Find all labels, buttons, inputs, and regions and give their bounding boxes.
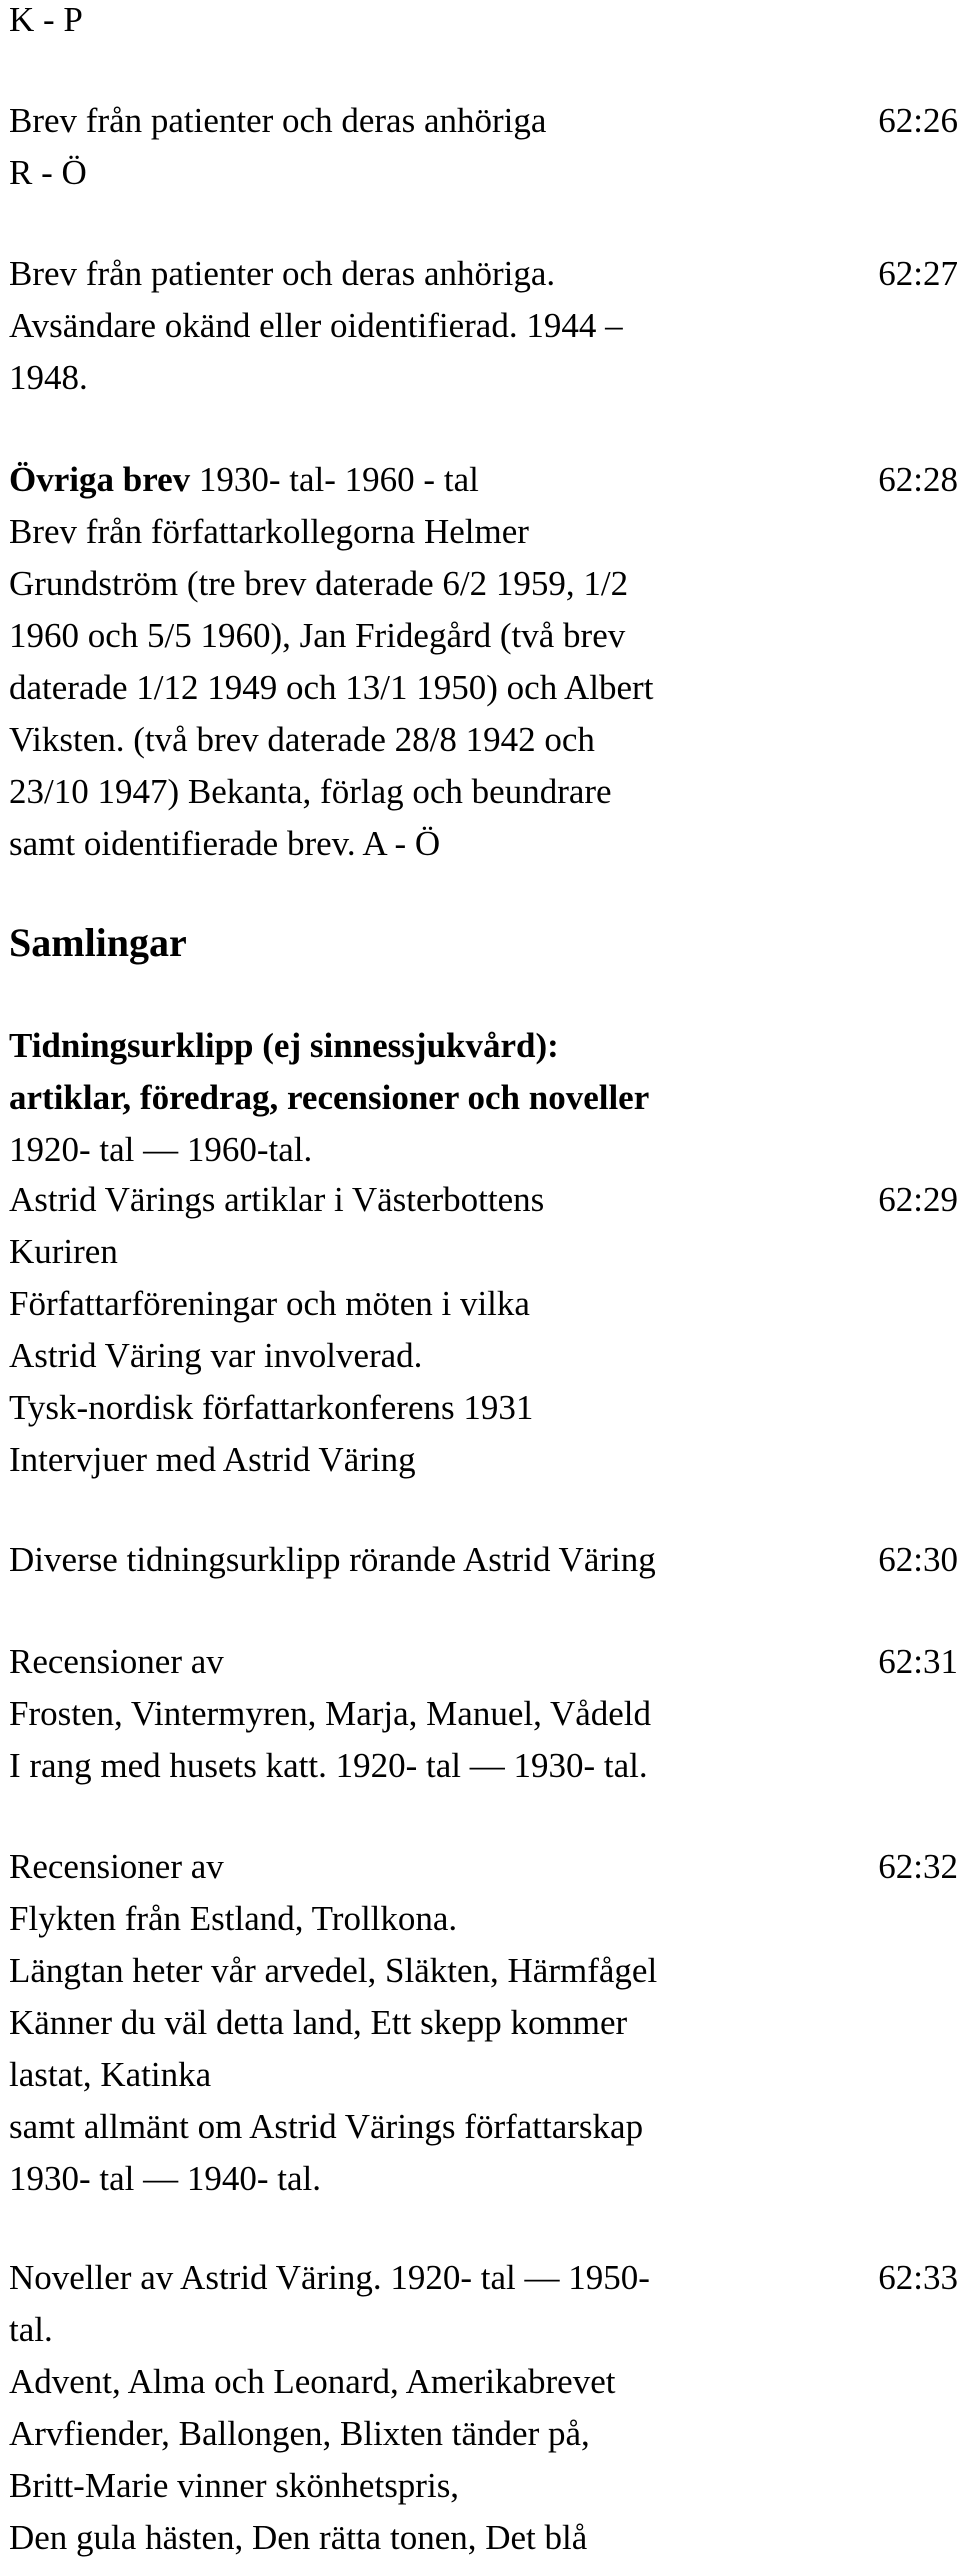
entry-line: Tysk-nordisk författarkonferens 1931 <box>9 1388 534 1427</box>
entry-line: Advent, Alma och Leonard, Amerikabrevet <box>9 2362 616 2401</box>
entry-line: Diverse tidningsurklipp rörande Astrid Väring <box>9 1540 656 1579</box>
subheading-line: Tidningsurklipp (ej sinnessjukvård): <box>9 1026 559 1065</box>
volume-number: 62:29 <box>878 1180 958 1219</box>
volume-number: 62:31 <box>878 1642 958 1681</box>
archive-entry-62-30 <box>9 1534 960 1586</box>
entry-description <box>9 454 829 870</box>
entry-line: Känner du väl detta land, Ett skepp kommer <box>9 2003 628 2042</box>
entry-line: Avsändare okänd eller oidentifierad. 1944 – <box>9 306 623 345</box>
entry-line: Grundström (tre brev daterade 6/2 1959, 1/2 <box>9 564 629 603</box>
entry-description <box>9 95 829 199</box>
section-heading <box>9 917 960 969</box>
entry-line: Astrid Värings artiklar i Västerbottens <box>9 1180 545 1219</box>
entry-line: Recensioner av <box>9 1847 224 1886</box>
entry-line: Kuriren <box>9 1232 118 1271</box>
entry-first-line <box>9 454 829 506</box>
page-header <box>9 0 960 46</box>
entry-line: Arvfiender, Ballongen, Blixten tänder på, <box>9 2414 590 2453</box>
entry-line: Britt-Marie vinner skönhetspris, <box>9 2466 460 2505</box>
volume-number: 62:26 <box>878 101 958 140</box>
entry-line: Brev från författarkollegorna Helmer <box>9 512 529 551</box>
entry-line: Den gula hästen, Den rätta tonen, Det blå <box>9 2518 588 2557</box>
volume-number: 62:27 <box>878 254 958 293</box>
archive-entry-62-26 <box>9 95 960 199</box>
entry-line: samt allmänt om Astrid Värings författarskap <box>9 2107 644 2146</box>
entry-line: 1930- tal — 1940- tal. <box>9 2159 322 2198</box>
archive-entry-62-33 <box>9 2252 960 2564</box>
entry-line: Astrid Väring var involverad. <box>9 1336 423 1375</box>
entry-line: R - Ö <box>9 153 87 192</box>
collection-subheading <box>9 1020 960 1176</box>
archive-entry-62-32 <box>9 1841 960 2205</box>
entry-line: Viksten. (två brev daterade 28/8 1942 och <box>9 720 595 759</box>
entry-line: Brev från patienter och deras anhöriga <box>9 101 547 140</box>
entry-line: I rang med husets katt. 1920- tal — 1930- tal. <box>9 1746 648 1785</box>
entry-line: Recensioner av <box>9 1642 224 1681</box>
archive-entry-62-27 <box>9 248 960 404</box>
entry-line: Längtan heter vår arvedel, Släkten, Härmfågel <box>9 1951 658 1990</box>
entry-line: lastat, Katinka <box>9 2055 212 2094</box>
entry-line: Noveller av Astrid Väring. 1920- tal — 1950- <box>9 2258 650 2297</box>
entry-description <box>9 2252 829 2564</box>
archive-entry-62-28 <box>9 454 960 870</box>
entry-first-line-rest: 1930- tal- 1960 - tal <box>190 460 479 499</box>
entry-line: Intervjuer med Astrid Väring <box>9 1440 416 1479</box>
entry-line: 1948. <box>9 358 88 397</box>
entry-description <box>9 1174 829 1486</box>
volume-number: 62:32 <box>878 1847 958 1886</box>
entry-line: 1960 och 5/5 1960), Jan Fridegård (två brev <box>9 616 626 655</box>
section-title: Samlingar <box>9 920 187 965</box>
subheading-line: artiklar, föredrag, recensioner och noveller <box>9 1078 650 1117</box>
archive-entry-62-29 <box>9 1174 960 1486</box>
volume-number: 62:28 <box>878 460 958 499</box>
entry-line: tal. <box>9 2310 53 2349</box>
entry-line: 23/10 1947) Bekanta, förlag och beundrare <box>9 772 612 811</box>
entry-line: Flykten från Estland, Trollkona. <box>9 1899 458 1938</box>
entry-description <box>9 1636 829 1792</box>
entry-description <box>9 1841 829 2205</box>
entry-line: daterade 1/12 1949 och 13/1 1950) och Albert <box>9 668 654 707</box>
period-line: 1920- tal — 1960-tal. <box>9 1130 313 1169</box>
volume-number: 62:30 <box>878 1540 958 1579</box>
entry-description <box>9 1534 829 1586</box>
header-text: K - P <box>9 0 83 39</box>
entry-line: Brev från patienter och deras anhöriga. <box>9 254 556 293</box>
entry-description <box>9 248 829 404</box>
archive-entry-62-31 <box>9 1636 960 1792</box>
entry-line: Författarföreningar och möten i vilka <box>9 1284 530 1323</box>
entry-line: samt oidentifierade brev. A - Ö <box>9 824 441 863</box>
entry-line: Frosten, Vintermyren, Marja, Manuel, Vådeld <box>9 1694 652 1733</box>
volume-number: 62:33 <box>878 2258 958 2297</box>
entry-bold-lead: Övriga brev <box>9 460 191 499</box>
